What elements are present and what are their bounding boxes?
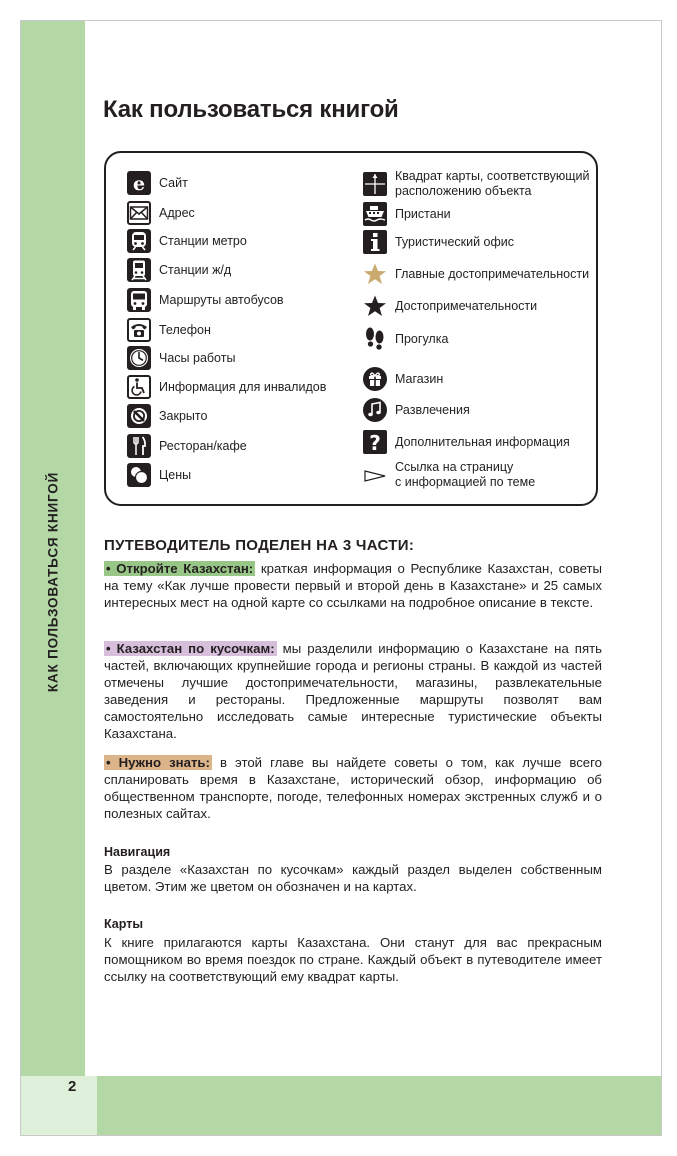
phone-icon: [127, 318, 151, 342]
legend-item-pier: [363, 202, 451, 226]
metro-icon: [127, 229, 151, 253]
legend-item-metro: [127, 229, 247, 253]
legend-item-prices: [127, 463, 191, 487]
info-icon: [363, 230, 387, 254]
legend-label: Магазин: [395, 372, 444, 386]
part1-paragraph: [104, 560, 602, 611]
legend-item-hours: [127, 346, 235, 370]
part3-text: в этой главе вы найдете советы о том, как лучше всего спланировать время в Казахстане, исторический обзор, информацию об общественном транспорте, погоде, телефонных номерах экстренных служб и о полезных сайтах.: [104, 755, 602, 821]
part2-paragraph: [104, 640, 602, 742]
legend-item-walk: [363, 327, 448, 351]
legend-item-train: [127, 258, 231, 282]
closed-icon: [127, 404, 151, 428]
website-icon: [127, 171, 151, 195]
navigation-heading: Навигация: [104, 845, 171, 859]
prices-icon: [127, 463, 151, 487]
train-icon: [127, 258, 151, 282]
legend-label: Станции ж/д: [159, 263, 232, 277]
legend-label-line1: Квадрат карты, соответствующий: [395, 169, 590, 183]
footprints-icon: [363, 327, 387, 351]
legend-item-map-square: [363, 169, 589, 199]
wheelchair-icon: [127, 375, 151, 399]
envelope-icon: [127, 201, 151, 225]
legend-label: Пристани: [395, 207, 451, 221]
legend-label: Закрыто: [159, 409, 208, 423]
page-number: 2: [68, 1078, 77, 1095]
legend-item-main-sights: [363, 262, 589, 286]
question-icon: [363, 430, 387, 454]
page-title: Как пользоваться книгой: [103, 96, 399, 123]
legend-label: Достопримечательности: [395, 299, 538, 313]
map-square-icon: [363, 172, 387, 196]
legend-label: Телефон: [159, 323, 211, 337]
legend-label: Информация для инвалидов: [159, 380, 327, 394]
restaurant-icon: [127, 434, 151, 458]
legend-label: Маршруты автобусов: [159, 293, 284, 307]
legend-label: Прогулка: [395, 332, 449, 346]
part3-label: • Нужно знать:: [106, 755, 210, 770]
legend-item-page-link: [363, 460, 535, 490]
maps-heading: Карты: [104, 917, 144, 931]
triangle-pointer-icon: [363, 463, 387, 487]
legend-label: Туристический офис: [395, 235, 515, 249]
legend-item-address: [127, 201, 195, 225]
bus-icon: [127, 288, 151, 312]
legend-label-line1: Ссылка на страницу: [395, 460, 514, 474]
music-icon: [363, 398, 387, 422]
navigation-text: В разделе «Казахстан по кусочкам» каждый раздел выделен собственным цветом. Этим же цветом он обозначен и на картах.: [104, 862, 602, 894]
svg-text:?: ?: [369, 431, 381, 454]
pier-icon: [363, 202, 387, 226]
legend-label: Часы работы: [159, 351, 236, 365]
legend-label: Станции метро: [159, 234, 247, 248]
maps-text: К книге прилагаются карты Казахстана. Они станут для вас прекрасным помощником во время поездок по стране. Каждый объект в путеводителе имеет ссылку на соответствующий ему квадрат карты.: [104, 935, 602, 984]
legend-label: Сайт: [159, 176, 188, 190]
legend-label-line2: с информацией по теме: [395, 475, 536, 489]
legend-item-restaurant: [127, 434, 247, 458]
legend-item-phone: [127, 318, 211, 342]
legend-item-bus: [127, 288, 284, 312]
part2-label: • Казахстан по кусочкам:: [106, 641, 275, 656]
side-label: КАК ПОЛЬЗОВАТЬСЯ КНИГОЙ: [45, 471, 61, 693]
part1-label: • Откройте Казахстан:: [106, 561, 254, 576]
part1-text: краткая информация о Республике Казахстан, советы на тему «Как лучше провести первый и второй день в Казахстане» и 25 самых интересных мест на одной карте со ссылками на подробное описание в тексте.: [104, 561, 603, 610]
legend-label: Ресторан/кафе: [159, 439, 247, 453]
legend-item-closed: [127, 404, 207, 428]
legend-label: Цены: [159, 468, 192, 482]
part2-text: мы разделили информацию о Казахстане на пять частей, включающих крупнейшие города и регионы страны. В каждой из частей отмечены лучшие достопримечательности, магазины, развлекательные заведения и рестораны. Предложенные маршруты позволят вам самостоятельно исследовать самые интересные туристические объекты Казахстана.: [104, 641, 602, 741]
gift-icon: [363, 367, 387, 391]
legend-item-shop: [363, 367, 443, 391]
legend-item-entertainment: [363, 398, 470, 422]
svg-text:e: e: [132, 173, 146, 195]
section-heading: ПУТЕВОДИТЕЛЬ ПОДЕЛЕН НА 3 ЧАСТИ:: [104, 537, 415, 554]
legend-label: Дополнительная информация: [395, 435, 570, 449]
gold-star-icon: [363, 262, 387, 286]
bottom-band: [97, 1076, 661, 1135]
legend-item-more-info: [363, 430, 570, 454]
legend-label: Главные достопримечательности: [395, 267, 590, 281]
legend-item-info: [363, 230, 514, 254]
legend-label: Адрес: [159, 206, 195, 220]
legend-item-accessibility: [127, 375, 326, 399]
legend-item-website: [127, 171, 188, 195]
legend-item-sights: [363, 294, 537, 318]
legend-label: Развлечения: [395, 403, 470, 417]
legend-label-line2: расположению объекта: [395, 184, 532, 198]
part3-paragraph: [104, 754, 602, 822]
clock-icon: [127, 346, 151, 370]
black-star-icon: [363, 294, 387, 318]
